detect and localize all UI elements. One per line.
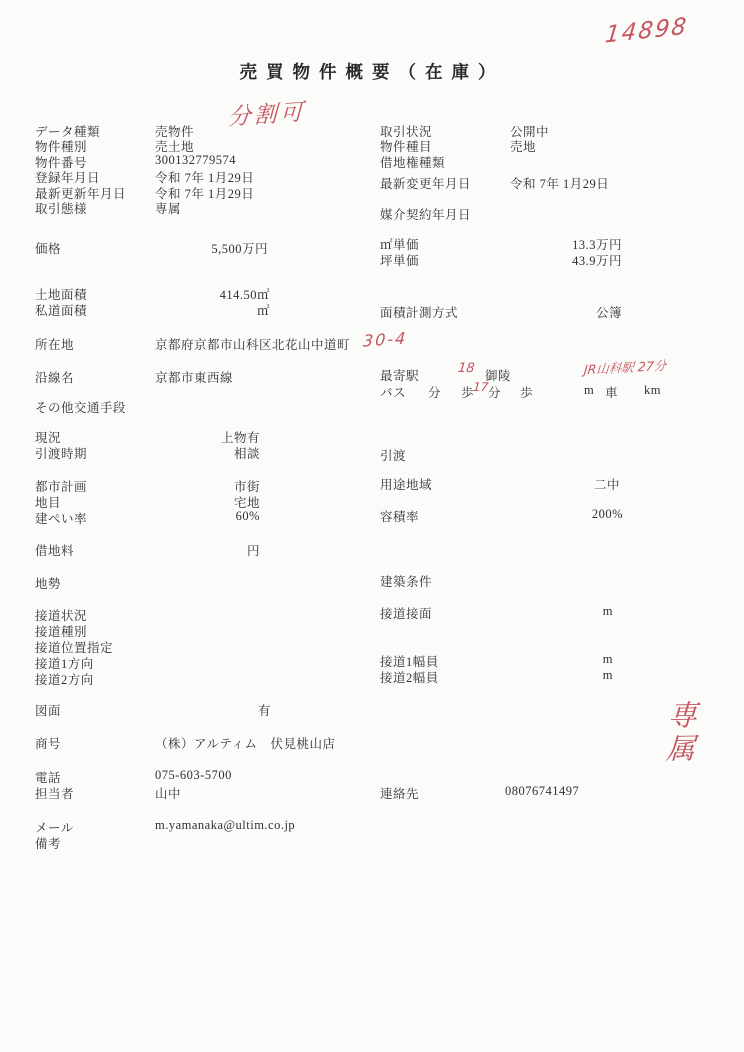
value-land-category: 宅地 [233, 496, 260, 510]
value-last-update-date: 令和 7年 1月29日 [155, 187, 255, 201]
handwritten-ref-number: 14898 [603, 13, 690, 49]
label-road-frontage: 接道接面 [380, 607, 433, 621]
label-measurement-method: 面積計測方式 [380, 306, 459, 320]
unit-meter: m [584, 383, 595, 397]
label-road-type: 接道種別 [35, 625, 88, 639]
label-transaction-style: 取引態様 [35, 202, 88, 216]
value-email: m.yamanaka@ultim.co.jp [155, 818, 296, 832]
label-registration-date: 登録年月日 [35, 171, 101, 185]
label-contact: 連絡先 [380, 787, 420, 801]
label-person: 担当者 [35, 787, 75, 801]
value-city-planning: 市街 [233, 480, 260, 494]
handwritten-senzoku-vertical: 専属 [661, 699, 699, 767]
value-coverage-ratio: 60% [235, 509, 260, 523]
label-land-rent: 借地料 [35, 544, 75, 558]
handwritten-station-prefix: 18 [457, 361, 476, 376]
label-data-type: データ種類 [35, 125, 101, 139]
label-land-area: 土地面積 [35, 288, 88, 302]
label-last-change-date: 最新変更年月日 [380, 177, 472, 191]
handwritten-split-ok-note: 分割可 [227, 99, 307, 131]
value-road2-width: m [602, 668, 613, 682]
label-land-category: 地目 [35, 496, 62, 510]
label-handover: 引渡 [380, 449, 407, 463]
value-land-area: 414.50㎡ [219, 288, 270, 302]
label-road1-direction: 接道1方向 [35, 657, 94, 671]
value-land-rent: 円 [246, 544, 260, 558]
value-property-type: 売地 [510, 140, 537, 154]
value-transaction-style: 専属 [155, 202, 182, 216]
label-city-planning: 都市計画 [35, 480, 88, 494]
label-property-number: 物件番号 [35, 156, 88, 170]
value-drawing: 有 [258, 704, 272, 718]
handwritten-jr-station-note: JR山科駅 27分 [583, 357, 667, 378]
unit-bus: バス [380, 386, 407, 400]
value-nearest-station: 御陵 [485, 369, 512, 383]
value-company: （株）アルティム 伏見桃山店 [155, 737, 336, 751]
value-address: 京都府京都市山科区北花山中道町 [155, 338, 351, 352]
label-phone: 電話 [35, 771, 62, 785]
value-price: 5,500万円 [211, 242, 268, 256]
label-company: 商号 [35, 737, 62, 751]
page-title: 売買物件概要（在庫） [239, 62, 505, 82]
value-contact: 08076741497 [505, 784, 580, 798]
label-floor-area-ratio: 容積率 [380, 510, 420, 524]
label-address: 所在地 [35, 338, 75, 352]
label-road-status: 接道状況 [35, 609, 88, 623]
label-handover-period: 引渡時期 [35, 447, 88, 461]
unit-min2: 分 [488, 386, 502, 400]
value-rail-line: 京都市東西線 [155, 371, 234, 385]
value-phone: 075-603-5700 [155, 768, 232, 782]
value-floor-area-ratio: 200% [591, 507, 623, 521]
unit-min1: 分 [428, 386, 442, 400]
value-tsubo-price: 43.9万円 [572, 254, 622, 268]
label-leasehold-type: 借地権種類 [380, 156, 446, 170]
unit-walk2: 歩 [520, 386, 534, 400]
unit-km: km [644, 383, 661, 397]
value-data-type: 売物件 [155, 125, 195, 139]
handwritten-lot-number: 30-4 [362, 328, 408, 351]
value-handover-period: 相談 [233, 447, 260, 461]
label-property-type: 物件種目 [380, 140, 433, 154]
label-coverage-ratio: 建ぺい率 [35, 512, 88, 526]
unit-walk1: 歩 [461, 386, 475, 400]
label-road2-direction: 接道2方向 [35, 673, 94, 687]
label-nearest-station: 最寄駅 [380, 369, 420, 383]
label-zoning: 用途地域 [380, 478, 433, 492]
label-terrain: 地勢 [35, 577, 62, 591]
label-transaction-status: 取引状況 [380, 125, 433, 139]
value-transaction-status: 公開中 [510, 125, 550, 139]
label-road2-width: 接道2幅員 [380, 671, 439, 685]
label-sqm-price: ㎡単価 [380, 238, 420, 252]
handwritten-walk-minutes: 17 [472, 380, 490, 394]
label-road-position: 接道位置指定 [35, 641, 114, 655]
value-property-category: 売土地 [155, 140, 195, 154]
label-rail-line: 沿線名 [35, 371, 75, 385]
unit-car: 車 [605, 386, 619, 400]
label-tsubo-price: 坪単価 [380, 254, 420, 268]
value-private-road-area: ㎡ [256, 304, 270, 318]
label-drawing: 図面 [35, 704, 62, 718]
label-property-category: 物件種別 [35, 140, 88, 154]
label-current-state: 現況 [35, 431, 62, 445]
label-last-update-date: 最新更新年月日 [35, 187, 127, 201]
label-email: メール [35, 821, 74, 835]
value-property-number: 300132779574 [155, 153, 236, 167]
value-last-change-date: 令和 7年 1月29日 [510, 177, 610, 191]
label-brokerage-date: 媒介契約年月日 [380, 208, 472, 222]
label-building-condition: 建築条件 [380, 575, 433, 589]
label-price: 価格 [35, 242, 62, 256]
label-remarks: 備考 [35, 837, 62, 851]
value-measurement-method: 公簿 [595, 306, 622, 320]
label-other-transport: その他交通手段 [35, 401, 127, 415]
value-road1-width: m [602, 652, 613, 666]
value-current-state: 上物有 [220, 431, 260, 445]
value-person: 山中 [155, 787, 182, 801]
value-registration-date: 令和 7年 1月29日 [155, 171, 255, 185]
value-zoning: 二中 [593, 478, 620, 492]
value-sqm-price: 13.3万円 [572, 238, 622, 252]
value-road-frontage: m [602, 604, 613, 618]
label-private-road-area: 私道面積 [35, 304, 88, 318]
label-road1-width: 接道1幅員 [380, 655, 439, 669]
